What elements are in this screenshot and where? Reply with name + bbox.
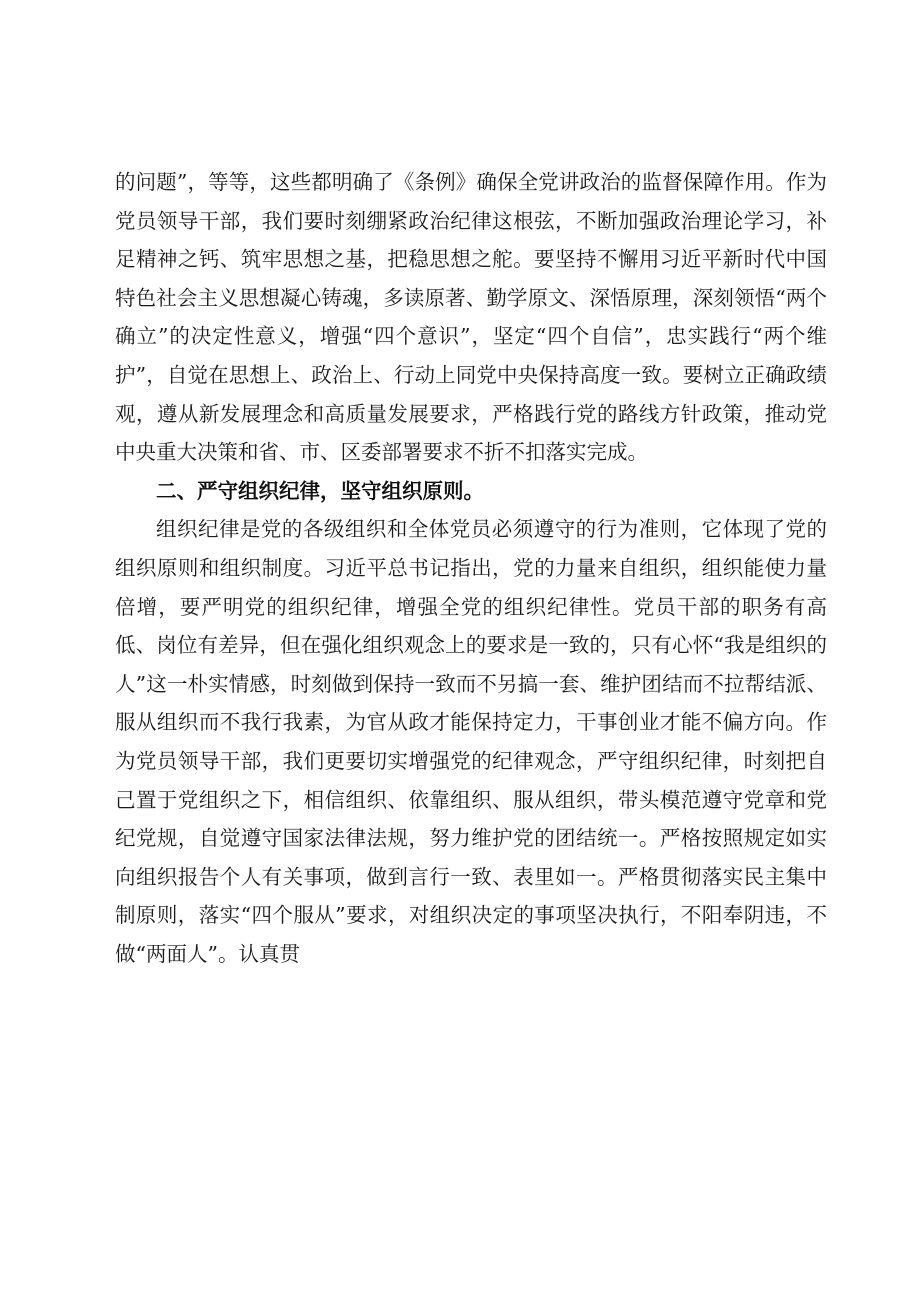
section-heading-organizational-discipline: 二、严守组织纪律，坚守组织原则。 xyxy=(156,478,484,503)
paragraph-organizational-discipline: 组织纪律是党的各级组织和全体党员必须遵守的行为准则，它体现了党的组织原则和组织制度。习近平总书记指出，党的力量来自组织，组织能使力量倍增，要严明党的组织纪律，增强全党的组织纪律性。党员干部的职务有高低、岗位有差异，但在强化组织观念上的要求是一致的，只有心怀“我是组织的人”这一朴实情感，时刻做到保持一致而不另搞一套、维护团结而不拉帮结派、服从组织而不我行我素，为官从政才能保持定力，干事创业才能不偏方向。作为党员领导干部，我们更要切实增强党的纪律观念，严守组织纪律，时刻把自己置于党组织之下，相信组织、依靠组织、服从组织，带头模范遵守党章和党纪党规，自觉遵守国家法律法规，努力维护党的团结统一。严格按照规定如实向组织报告个人有关事项，做到言行一致、表里如一。严格贯彻落实民主集中制原则，落实“四个服从”要求，对组织决定的事项坚决执行，不阳奉阴违，不做“两面人”。认真贯 xyxy=(115,517,827,966)
document-body xyxy=(115,163,827,973)
paragraph-political-discipline: 的问题”，等等，这些都明确了《条例》确保全党讲政治的监督保障作用。作为党员领导干部，我们要时刻绷紧政治纪律这根弦，不断加强政治理论学习，补足精神之钙、筑牢思想之基，把稳思想之舵。要坚持不懈用习近平新时代中国特色社会主义思想凝心铸魂，多读原著、勤学原文、深悟原理，深刻领悟“两个确立”的决定性意义，增强“四个意识”，坚定“四个自信”，忠实践行“两个维护”，自觉在思想上、政治上、行动上同党中央保持高度一致。要树立正确政绩观，遵从新发展理念和高质量发展要求，严格践行党的路线方针政策，推动党中央重大决策和省、市、区委部署要求不折不扣落实完成。 xyxy=(115,170,827,465)
